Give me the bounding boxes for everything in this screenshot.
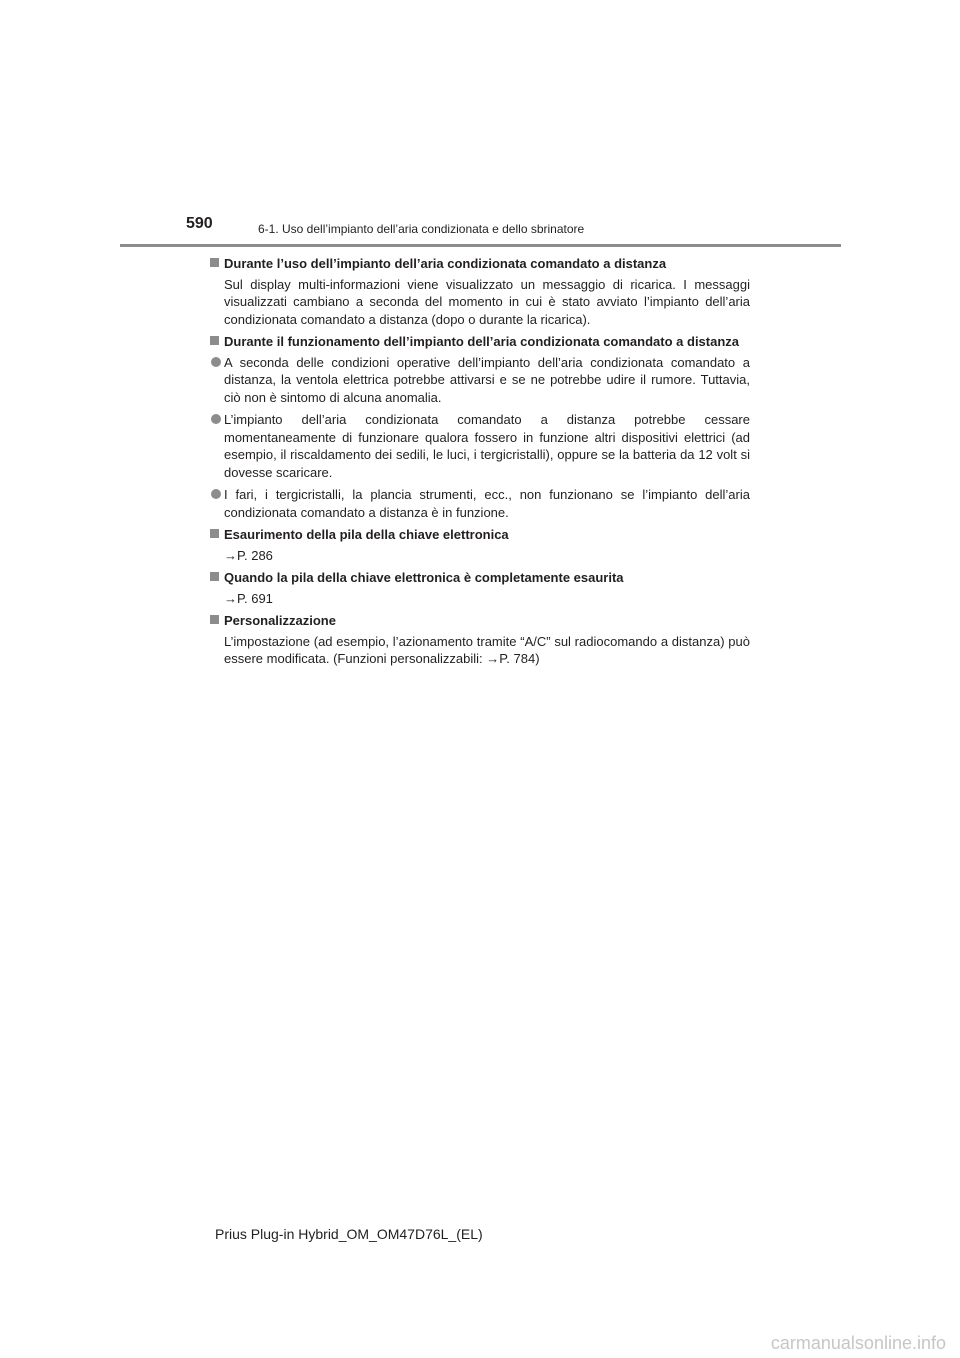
page-reference: →P. 286 (224, 547, 273, 563)
page-content (210, 255, 750, 673)
section-heading-text: Personalizzazione (224, 613, 336, 628)
circle-bullet-icon (211, 489, 221, 499)
section-heading-text: Durante l’uso dell’impianto dell’aria condizionata comandato a distanza (224, 256, 667, 271)
square-bullet-icon (210, 336, 219, 345)
section-heading (210, 569, 750, 587)
list-item (210, 411, 750, 481)
section-heading (210, 333, 750, 351)
list-item (210, 486, 750, 521)
section-key-battery-depletion (210, 526, 750, 564)
watermark: carmanualsonline.info (770, 1333, 946, 1353)
page-number: 590 (186, 215, 213, 232)
section-heading-text: Esaurimento della pila della chiave elettronica (224, 527, 509, 542)
square-bullet-icon (210, 258, 219, 267)
section-title: 6-1. Uso dell’impianto dell’aria condizionata e dello sbrinatore (258, 222, 585, 236)
square-bullet-icon (210, 572, 219, 581)
section-heading (210, 526, 750, 544)
section-remote-ac-use (210, 255, 750, 328)
circle-bullet-icon (211, 414, 221, 424)
section-heading (210, 612, 750, 630)
document-footer: Prius Plug-in Hybrid_OM_OM47D76L_(EL) (215, 1226, 483, 1242)
section-heading-text: Quando la pila della chiave elettronica è completamente esaurita (224, 570, 624, 585)
list-item-text: L’impianto dell’aria condizionata comandato a distanza potrebbe cessare momentaneamente di funzionare qualora fossero in funzione altri dispositivi elettrici (ad esempio, il riscaldamento dei sedili, le luci, i tergicristalli), oppure se la batteria da 12 volt si dovesse scaricare. (224, 412, 750, 480)
circle-bullet-icon (211, 357, 221, 367)
section-heading-text: Durante il funzionamento dell’impianto dell’aria condizionata comandato a distanza (224, 334, 740, 349)
section-heading (210, 255, 750, 273)
section-paragraph: L’impostazione (ad esempio, l’azionamento tramite “A/C” sul radiocomando a distanza) può essere modificata. (Funzioni personalizzabili: →P. 784) (224, 633, 750, 666)
list-item (210, 354, 750, 407)
section-customization (210, 612, 750, 668)
page-reference: →P. 691 (224, 590, 273, 606)
square-bullet-icon (210, 529, 219, 538)
list-item-text: I fari, i tergicristalli, la plancia strumenti, ecc., non funzionano se l’impianto dell’aria condizionata comandato a distanza è in funzione. (224, 487, 750, 520)
square-bullet-icon (210, 615, 219, 624)
section-remote-ac-operation (210, 333, 750, 521)
section-key-battery-exhausted (210, 569, 750, 607)
header-divider (120, 244, 841, 247)
list-item-text: A seconda delle condizioni operative dell’impianto dell’aria condizionata comandato a distanza, la ventola elettrica potrebbe attivarsi e se ne potrebbe udire il rumore. Tuttavia, ciò non è sintomo di alcuna anomalia. (224, 354, 750, 405)
section-paragraph: Sul display multi-informazioni viene visualizzato un messaggio di ricarica. I messaggi visualizzati cambiano a seconda del momento in cui è stato avviato l’impianto dell’aria condizionata comandato a distanza (dopo o durante la ricarica). (224, 276, 750, 327)
